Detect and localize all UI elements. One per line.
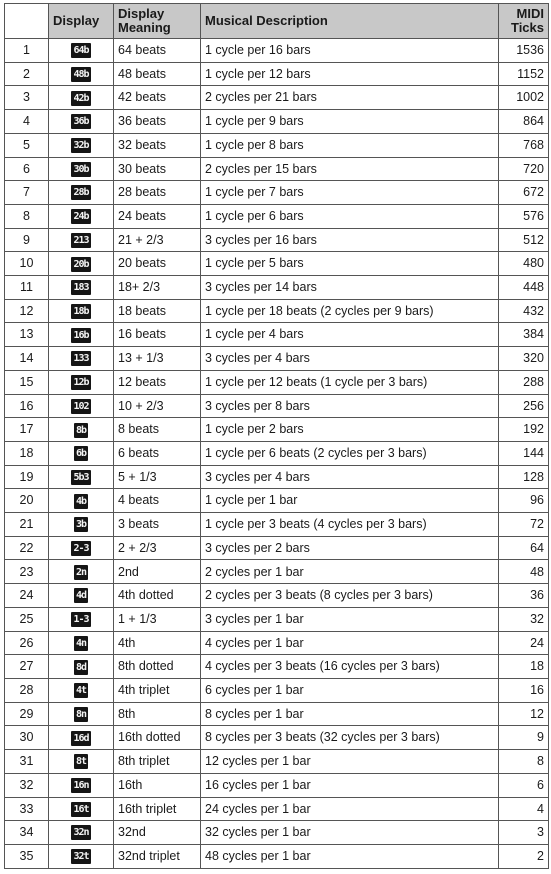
display-meaning-cell: 42 beats (114, 86, 201, 110)
table-row (5, 370, 549, 394)
midi-ticks-cell: 2 (499, 844, 549, 868)
table-row (5, 228, 549, 252)
midi-ticks-cell: 96 (499, 489, 549, 513)
musical-description-cell: 3 cycles per 2 bars (201, 536, 499, 560)
row-number: 17 (5, 418, 49, 442)
table-row (5, 513, 549, 537)
display-meaning-cell: 16th (114, 773, 201, 797)
musical-description-cell: 1 cycle per 6 bars (201, 204, 499, 228)
display-meaning-cell: 24 beats (114, 204, 201, 228)
display-meaning-cell: 13 + 1/3 (114, 347, 201, 371)
display-cell (49, 536, 114, 560)
table-row (5, 39, 549, 63)
display-meaning-cell: 30 beats (114, 157, 201, 181)
table-row (5, 110, 549, 134)
rate-table (4, 3, 549, 869)
row-number: 32 (5, 773, 49, 797)
midi-ticks-cell: 320 (499, 347, 549, 371)
display-cell (49, 323, 114, 347)
display-cell (49, 347, 114, 371)
row-number: 18 (5, 441, 49, 465)
display-meaning-cell: 32nd triplet (114, 844, 201, 868)
display-cell (49, 394, 114, 418)
midi-ticks-cell: 1536 (499, 39, 549, 63)
midi-ticks-cell: 192 (499, 418, 549, 442)
musical-description-cell: 1 cycle per 9 bars (201, 110, 499, 134)
led-display-icon: 12b (73, 377, 89, 389)
led-display-icon: 42b (73, 92, 89, 104)
musical-description-cell: 1 cycle per 12 bars (201, 62, 499, 86)
midi-ticks-cell: 576 (499, 204, 549, 228)
display-cell (49, 560, 114, 584)
midi-ticks-cell: 864 (499, 110, 549, 134)
midi-ticks-cell: 144 (499, 441, 549, 465)
row-number: 4 (5, 110, 49, 134)
led-display-icon: 16n (73, 780, 89, 792)
table-row (5, 773, 549, 797)
table-row (5, 418, 549, 442)
table-row (5, 133, 549, 157)
musical-description-cell: 16 cycles per 1 bar (201, 773, 499, 797)
display-cell (49, 513, 114, 537)
display-cell (49, 204, 114, 228)
display-cell (49, 133, 114, 157)
display-cell (49, 181, 114, 205)
row-number: 33 (5, 797, 49, 821)
musical-description-cell: 2 cycles per 15 bars (201, 157, 499, 181)
row-number: 23 (5, 560, 49, 584)
table-row (5, 489, 549, 513)
display-cell (49, 678, 114, 702)
display-meaning-cell: 16th dotted (114, 726, 201, 750)
musical-description-cell: 1 cycle per 12 beats (1 cycle per 3 bars) (201, 370, 499, 394)
led-display-icon: 133 (73, 353, 89, 365)
row-number: 30 (5, 726, 49, 750)
row-number: 27 (5, 655, 49, 679)
led-display-icon: 36b (73, 116, 89, 128)
led-display-icon: 64b (73, 45, 89, 57)
midi-ticks-cell: 720 (499, 157, 549, 181)
midi-ticks-cell: 12 (499, 702, 549, 726)
row-number: 28 (5, 678, 49, 702)
table-row (5, 204, 549, 228)
table-row (5, 821, 549, 845)
table-row (5, 394, 549, 418)
midi-ticks-cell: 768 (499, 133, 549, 157)
led-display-icon: 1-3 (73, 614, 89, 626)
row-number: 8 (5, 204, 49, 228)
led-display-icon: 2-3 (73, 543, 89, 555)
row-number: 20 (5, 489, 49, 513)
header-row (5, 4, 549, 39)
table-row (5, 844, 549, 868)
display-cell (49, 299, 114, 323)
row-number: 9 (5, 228, 49, 252)
row-number: 25 (5, 607, 49, 631)
midi-ticks-cell: 672 (499, 181, 549, 205)
led-display-icon: 8d (75, 661, 87, 673)
led-display-icon: 4t (75, 685, 87, 697)
midi-ticks-cell: 128 (499, 465, 549, 489)
display-cell (49, 465, 114, 489)
display-cell (49, 370, 114, 394)
musical-description-cell: 1 cycle per 16 bars (201, 39, 499, 63)
musical-description-cell: 1 cycle per 7 bars (201, 181, 499, 205)
led-display-icon: 8b (75, 424, 87, 436)
midi-ticks-cell: 24 (499, 631, 549, 655)
display-meaning-cell: 8 beats (114, 418, 201, 442)
led-display-icon: 18b (73, 305, 89, 317)
musical-description-cell: 3 cycles per 4 bars (201, 465, 499, 489)
midi-ticks-cell: 256 (499, 394, 549, 418)
musical-description-cell: 1 cycle per 4 bars (201, 323, 499, 347)
table-row (5, 62, 549, 86)
midi-ticks-cell: 1002 (499, 86, 549, 110)
table-row (5, 560, 549, 584)
display-meaning-cell: 64 beats (114, 39, 201, 63)
musical-description-cell: 1 cycle per 3 beats (4 cycles per 3 bars) (201, 513, 499, 537)
midi-ticks-cell: 288 (499, 370, 549, 394)
display-cell (49, 773, 114, 797)
row-number: 1 (5, 39, 49, 63)
led-display-icon: 32b (73, 140, 89, 152)
header-number (5, 4, 49, 39)
musical-description-cell: 3 cycles per 8 bars (201, 394, 499, 418)
midi-ticks-cell: 48 (499, 560, 549, 584)
display-meaning-cell: 4 beats (114, 489, 201, 513)
led-display-icon: 30b (73, 163, 89, 175)
row-number: 15 (5, 370, 49, 394)
musical-description-cell: 2 cycles per 3 beats (8 cycles per 3 bars) (201, 584, 499, 608)
musical-description-cell: 4 cycles per 3 beats (16 cycles per 3 bars) (201, 655, 499, 679)
midi-ticks-cell: 3 (499, 821, 549, 845)
display-meaning-cell: 48 beats (114, 62, 201, 86)
header-midi-ticks-text: MIDI Ticks (510, 6, 544, 35)
row-number: 7 (5, 181, 49, 205)
row-number: 2 (5, 62, 49, 86)
midi-ticks-cell: 8 (499, 750, 549, 774)
table-row (5, 86, 549, 110)
display-meaning-cell: 4th (114, 631, 201, 655)
led-display-icon: 48b (73, 68, 89, 80)
led-display-icon: 8n (75, 708, 87, 720)
display-meaning-cell: 8th (114, 702, 201, 726)
row-number: 6 (5, 157, 49, 181)
table-row (5, 655, 549, 679)
row-number: 13 (5, 323, 49, 347)
midi-ticks-cell: 64 (499, 536, 549, 560)
musical-description-cell: 24 cycles per 1 bar (201, 797, 499, 821)
musical-description-cell: 1 cycle per 18 beats (2 cycles per 9 bars) (201, 299, 499, 323)
display-cell (49, 655, 114, 679)
display-cell (49, 702, 114, 726)
led-display-icon: 183 (73, 282, 89, 294)
musical-description-cell: 1 cycle per 1 bar (201, 489, 499, 513)
midi-ticks-cell: 6 (499, 773, 549, 797)
musical-description-cell: 3 cycles per 14 bars (201, 276, 499, 300)
table-row (5, 441, 549, 465)
display-meaning-cell: 3 beats (114, 513, 201, 537)
row-number: 26 (5, 631, 49, 655)
led-display-icon: 20b (73, 258, 89, 270)
musical-description-cell: 2 cycles per 1 bar (201, 560, 499, 584)
musical-description-cell: 3 cycles per 1 bar (201, 607, 499, 631)
musical-description-cell: 48 cycles per 1 bar (201, 844, 499, 868)
display-meaning-cell: 4th dotted (114, 584, 201, 608)
table-row (5, 181, 549, 205)
display-meaning-cell: 2nd (114, 560, 201, 584)
midi-ticks-cell: 480 (499, 252, 549, 276)
led-display-icon: 4n (75, 637, 87, 649)
display-meaning-cell: 20 beats (114, 252, 201, 276)
row-number: 35 (5, 844, 49, 868)
midi-ticks-cell: 432 (499, 299, 549, 323)
table-row (5, 607, 549, 631)
led-display-icon: 8t (75, 756, 87, 768)
musical-description-cell: 3 cycles per 4 bars (201, 347, 499, 371)
led-display-icon: 3b (75, 519, 87, 531)
led-display-icon: 2n (75, 566, 87, 578)
led-display-icon: 16d (73, 732, 89, 744)
table-row (5, 584, 549, 608)
musical-description-cell: 1 cycle per 2 bars (201, 418, 499, 442)
led-display-icon: 102 (73, 400, 89, 412)
table-row (5, 347, 549, 371)
display-meaning-cell: 5 + 1/3 (114, 465, 201, 489)
midi-ticks-cell: 384 (499, 323, 549, 347)
led-display-icon: 4b (75, 495, 87, 507)
display-cell (49, 110, 114, 134)
display-cell (49, 86, 114, 110)
display-meaning-cell: 18 beats (114, 299, 201, 323)
display-meaning-cell: 16th triplet (114, 797, 201, 821)
display-meaning-cell: 10 + 2/3 (114, 394, 201, 418)
display-cell (49, 276, 114, 300)
row-number: 5 (5, 133, 49, 157)
led-display-icon: 32t (73, 851, 89, 863)
display-meaning-cell: 8th triplet (114, 750, 201, 774)
table-row (5, 797, 549, 821)
table-row (5, 631, 549, 655)
display-cell (49, 584, 114, 608)
display-cell (49, 252, 114, 276)
display-cell (49, 39, 114, 63)
table-row (5, 157, 549, 181)
display-meaning-cell: 8th dotted (114, 655, 201, 679)
midi-ticks-cell: 512 (499, 228, 549, 252)
display-cell (49, 489, 114, 513)
musical-description-cell: 2 cycles per 21 bars (201, 86, 499, 110)
led-display-icon: 16t (73, 803, 89, 815)
midi-ticks-cell: 36 (499, 584, 549, 608)
musical-description-cell: 8 cycles per 3 beats (32 cycles per 3 bars) (201, 726, 499, 750)
display-cell (49, 441, 114, 465)
row-number: 11 (5, 276, 49, 300)
display-meaning-cell: 2 + 2/3 (114, 536, 201, 560)
table-row (5, 465, 549, 489)
header-musical-description: Musical Description (201, 4, 499, 39)
row-number: 21 (5, 513, 49, 537)
header-display-meaning (114, 4, 201, 39)
display-meaning-cell: 32 beats (114, 133, 201, 157)
midi-ticks-cell: 16 (499, 678, 549, 702)
header-midi-ticks (499, 4, 549, 39)
display-meaning-cell: 32nd (114, 821, 201, 845)
display-meaning-cell: 1 + 1/3 (114, 607, 201, 631)
display-cell (49, 844, 114, 868)
header-display-meaning-text: Display Meaning (118, 6, 171, 35)
display-meaning-cell: 16 beats (114, 323, 201, 347)
row-number: 24 (5, 584, 49, 608)
midi-ticks-cell: 18 (499, 655, 549, 679)
display-cell (49, 157, 114, 181)
row-number: 14 (5, 347, 49, 371)
table-body (5, 39, 549, 869)
display-cell (49, 418, 114, 442)
table-row (5, 678, 549, 702)
display-meaning-cell: 12 beats (114, 370, 201, 394)
row-number: 34 (5, 821, 49, 845)
display-cell (49, 228, 114, 252)
row-number: 22 (5, 536, 49, 560)
led-display-icon: 24b (73, 211, 89, 223)
midi-ticks-cell: 448 (499, 276, 549, 300)
midi-ticks-cell: 32 (499, 607, 549, 631)
display-cell (49, 821, 114, 845)
row-number: 10 (5, 252, 49, 276)
musical-description-cell: 4 cycles per 1 bar (201, 631, 499, 655)
display-cell (49, 631, 114, 655)
midi-ticks-cell: 9 (499, 726, 549, 750)
musical-description-cell: 1 cycle per 5 bars (201, 252, 499, 276)
led-display-icon: 213 (73, 234, 89, 246)
led-display-icon: 4d (75, 590, 87, 602)
table-row (5, 726, 549, 750)
display-cell (49, 726, 114, 750)
table-row (5, 252, 549, 276)
musical-description-cell: 3 cycles per 16 bars (201, 228, 499, 252)
table-row (5, 750, 549, 774)
row-number: 29 (5, 702, 49, 726)
row-number: 19 (5, 465, 49, 489)
display-cell (49, 607, 114, 631)
table-row (5, 702, 549, 726)
row-number: 12 (5, 299, 49, 323)
led-display-icon: 32n (73, 827, 89, 839)
musical-description-cell: 1 cycle per 8 bars (201, 133, 499, 157)
display-meaning-cell: 6 beats (114, 441, 201, 465)
musical-description-cell: 6 cycles per 1 bar (201, 678, 499, 702)
row-number: 31 (5, 750, 49, 774)
midi-ticks-cell: 4 (499, 797, 549, 821)
table-row (5, 323, 549, 347)
table-row (5, 536, 549, 560)
led-display-icon: 28b (73, 187, 89, 199)
display-cell (49, 797, 114, 821)
led-display-icon: 5b3 (73, 471, 89, 483)
midi-ticks-cell: 1152 (499, 62, 549, 86)
table-row (5, 299, 549, 323)
display-cell (49, 62, 114, 86)
midi-ticks-cell: 72 (499, 513, 549, 537)
display-cell (49, 750, 114, 774)
display-meaning-cell: 4th triplet (114, 678, 201, 702)
header-display: Display (49, 4, 114, 39)
display-meaning-cell: 36 beats (114, 110, 201, 134)
display-meaning-cell: 28 beats (114, 181, 201, 205)
led-display-icon: 16b (73, 329, 89, 341)
display-meaning-cell: 21 + 2/3 (114, 228, 201, 252)
table-row (5, 276, 549, 300)
display-meaning-cell: 18+ 2/3 (114, 276, 201, 300)
musical-description-cell: 12 cycles per 1 bar (201, 750, 499, 774)
musical-description-cell: 8 cycles per 1 bar (201, 702, 499, 726)
row-number: 16 (5, 394, 49, 418)
musical-description-cell: 1 cycle per 6 beats (2 cycles per 3 bars) (201, 441, 499, 465)
led-display-icon: 6b (75, 448, 87, 460)
row-number: 3 (5, 86, 49, 110)
musical-description-cell: 32 cycles per 1 bar (201, 821, 499, 845)
